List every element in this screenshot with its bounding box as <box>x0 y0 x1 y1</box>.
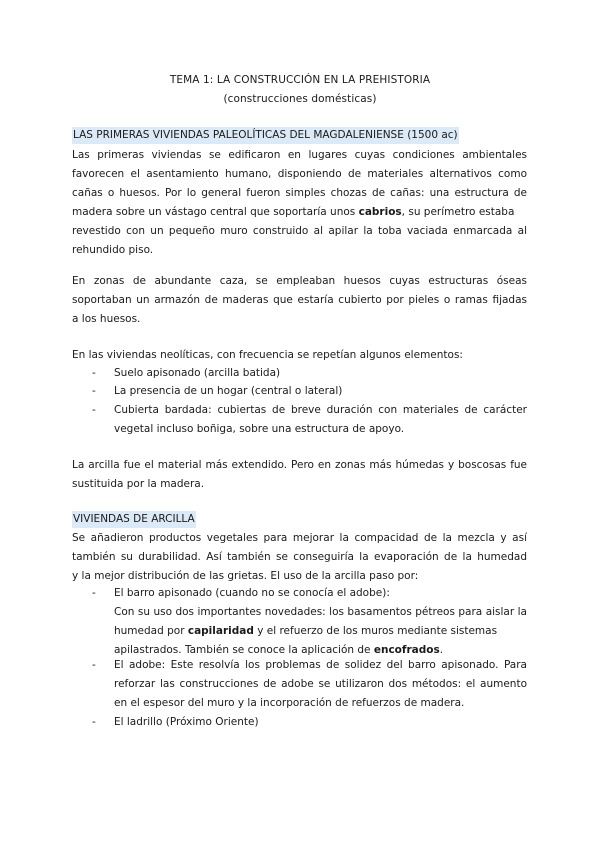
bullet-dash: - <box>92 716 96 728</box>
section-heading-paleoliticas: LAS PRIMERAS VIVIENDAS PALEOLÍTICAS DEL MAGDALENIENSE (1500 ac) <box>72 127 459 144</box>
text-line: en el espesor del muro y la incorporación de refuerzos de madera. <box>114 697 465 709</box>
text-segment: apilastrados. También se conoce la aplicación de <box>114 644 374 656</box>
text-line: La arcilla fue el material más extendido. Pero en zonas más húmedas y boscosas fue <box>72 459 527 471</box>
text-line: Con su uso dos importantes novedades: los basamentos pétreos para aislar la <box>114 606 527 618</box>
bullet-dash: - <box>92 385 96 397</box>
text-line: El barro apisonado (cuando no se conocía el adobe): <box>114 587 390 599</box>
text-line: sustituida por la madera. <box>72 478 205 490</box>
list-item-text <box>114 401 527 439</box>
paragraph-arcilla-material <box>72 456 527 494</box>
text-line: En zonas de abundante caza, se empleaban huesos cuyas estructuras óseas <box>72 275 527 287</box>
bold-term-cabrios: cabrios <box>358 206 402 218</box>
text-line: Cubierta bardada: cubiertas de breve duración con materiales de carácter <box>114 404 527 416</box>
text-line: y la mejor distribución de las grietas. El uso de la arcilla paso por: <box>72 570 419 582</box>
text-line: soportaban un armazón de maderas que estaría cubierto por pieles o ramas fijadas <box>72 294 527 306</box>
text-segment: y el refuerzo de los muros mediante sistemas <box>253 625 498 637</box>
list-item-text <box>114 713 527 732</box>
text-line: En las viviendas neolíticas, con frecuencia se repetían algunos elementos: <box>72 349 463 361</box>
text-line: revestido con un pequeño muro construido al apilar la toba vaciada enmarcada al <box>72 225 527 237</box>
text-line: rehundido piso. <box>72 244 154 256</box>
text-segment: humedad por <box>114 625 188 637</box>
text-line: vegetal incluso boñiga, sobre una estructura de apoyo. <box>114 423 405 435</box>
paragraph-zonas-caza <box>72 272 527 329</box>
text-segment: , su perímetro estaba <box>401 206 515 218</box>
text-line: también su durabilidad. Así también se conseguiría la evaporación de la humedad <box>72 551 527 563</box>
text-line: a los huesos. <box>72 313 141 325</box>
text-line: Se añadieron productos vegetales para mejorar la compacidad de la mezcla y así <box>72 532 527 544</box>
bold-term-capilaridad: capilaridad <box>187 625 254 637</box>
list-item-text <box>114 584 527 660</box>
text-line: cañas o huesos. Por lo general fueron simples chozas de cañas: una estructura de <box>72 187 527 199</box>
text-line <box>72 203 527 222</box>
bullet-dash: - <box>92 659 96 671</box>
paragraph-neoliticas <box>72 346 527 365</box>
bullet-dash: - <box>92 587 96 599</box>
text-line: El ladrillo (Próximo Oriente) <box>114 716 259 728</box>
text-line <box>114 622 527 641</box>
bullet-dash: - <box>92 404 96 416</box>
text-segment: . <box>439 644 444 656</box>
bullet-dash: - <box>92 367 96 379</box>
text-line: El adobe: Este resolvía los problemas de solidez del barro apisonado. Para <box>114 659 527 671</box>
bold-term-encofrados: encofrados <box>373 644 440 656</box>
document-title: TEMA 1: LA CONSTRUCCIÓN EN LA PREHISTORIA <box>169 74 431 86</box>
list-item-text <box>114 656 527 713</box>
text-segment: madera sobre un vástago central que soportaría unos <box>72 206 359 218</box>
section-heading-viviendas-arcilla: VIVIENDAS DE ARCILLA <box>72 511 196 528</box>
list-item-text <box>114 364 527 383</box>
paragraph-primeras-viviendas <box>72 146 527 260</box>
document-subtitle: (construcciones domésticas) <box>223 93 377 105</box>
text-line: reforzar las construcciones de adobe se utilizaron dos métodos: el aumento <box>114 678 527 690</box>
text-line: favorecen el asentamiento humano, disponiendo de materiales alternativos como <box>72 168 527 180</box>
text-line: La presencia de un hogar (central o lateral) <box>114 385 343 397</box>
text-line: Suelo apisonado (arcilla batida) <box>114 367 281 379</box>
text-line: Las primeras viviendas se edificaron en lugares cuyas condiciones ambientales <box>72 149 527 161</box>
list-item-text <box>114 382 527 401</box>
paragraph-productos-vegetales <box>72 529 527 586</box>
